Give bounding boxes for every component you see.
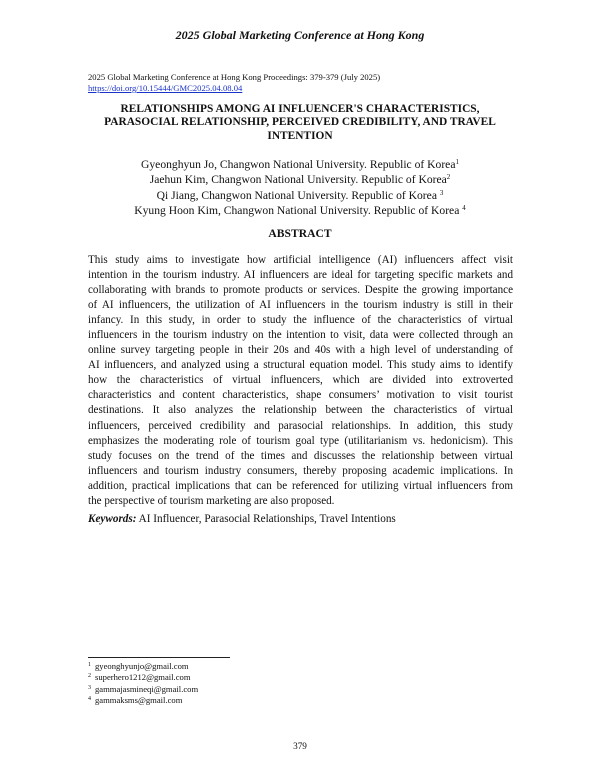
keywords-label: Keywords: [88, 513, 137, 525]
author-name: Qi Jiang, Changwon National University. Republic of Korea [156, 188, 440, 202]
footnote-mark: 1 [88, 662, 91, 668]
doi-link[interactable]: https://doi.org/10.15444/GMC2025.04.08.04 [88, 83, 243, 93]
footnote-mark: 3 [439, 188, 444, 197]
footnote [88, 672, 198, 683]
keywords [88, 513, 396, 525]
abstract-line: infancy. In this study, in order to study the influence of the characteristics of virtual [88, 314, 513, 327]
footnote-mark: 4 [88, 696, 91, 703]
footnote-mark: 3 [88, 684, 91, 691]
paper-title [60, 103, 540, 143]
abstract-line: addition, practical implications that can be referenced for utilizing virtual influencers from [88, 479, 513, 492]
footnote [88, 695, 198, 706]
abstract-line: AI influencers, and analyzed using a structural equation model. This study aims to identify [88, 359, 513, 372]
abstract-line: This study aims to investigate how artificial intelligence (AI) influencers affect visit [88, 254, 513, 266]
keywords-text: AI Influencer, Parasocial Relationships, Travel Intentions [136, 513, 396, 525]
abstract-line: the perspective of tourism marketing are also proposed. [88, 494, 335, 507]
footnote [88, 684, 198, 695]
author-line [60, 188, 540, 203]
abstract-line: influencers in the tourism industry on the intention to visit, data were collected through an [88, 329, 513, 342]
author-name: Kyung Hoon Kim, Changwon National University. Republic of Korea [134, 203, 463, 217]
footnote-mark: 1 [455, 158, 459, 166]
abstract-line: of AI influencers, the utilization of AI influencers in the tourism industry is still in their [88, 299, 513, 312]
author-name: Jaehun Kim, Changwon National University. Republic of Korea [149, 173, 447, 187]
abstract-line: emphasizes the moderating role of tourism goal type (utilitarianism vs. hedonicism). This [88, 434, 513, 447]
title-line: RELATIONSHIPS AMONG AI INFLUENCER'S CHARACTERISTICS, [120, 103, 480, 115]
abstract-line: destinations. It also analyzes the relationship between the characteristics of virtual [88, 404, 513, 417]
abstract-line: intention in the tourism industry. AI influencers are ideal for targeting specific markets and [88, 269, 513, 282]
abstract-line: characteristics and content characteristics, shape consumers’ motivation to visit tourist [88, 389, 513, 402]
footnote-email: gammajasmineqi@gmail.com [95, 683, 199, 694]
title-line: INTENTION [267, 129, 333, 142]
footnote-email: superhero1212@gmail.com [95, 672, 191, 683]
running-head: 2025 Global Marketing Conference at Hong Kong [175, 28, 425, 42]
author-line [60, 203, 540, 218]
footnote [88, 661, 198, 672]
abstract-heading: ABSTRACT [268, 227, 332, 240]
footnote-email: gammaksms@gmail.com [95, 695, 183, 706]
author-line [60, 172, 540, 187]
page-number: 379 [293, 741, 307, 751]
abstract-line: how the characteristics of virtual influencers, which are divided into extroverted [88, 374, 513, 387]
author-list [60, 157, 540, 218]
proceedings-info [88, 72, 380, 94]
footnote-mark: 2 [88, 673, 91, 680]
abstract-line: online survey targeting people in their 20s and 40s with a high level of understanding of [88, 344, 513, 357]
footnote-divider [88, 657, 230, 658]
title-line: PARASOCIAL RELATIONSHIP, PERCEIVED CREDIBILITY, AND TRAVEL [104, 116, 496, 129]
abstract-line: collaborating with brands to promote products or services. Despite the growing importance [88, 284, 513, 297]
author-line [60, 157, 540, 172]
footnote-mark: 4 [462, 203, 466, 212]
abstract-body [88, 253, 513, 509]
footnote-email: gyeonghyunjo@gmail.com [95, 661, 189, 671]
proceedings-citation: 2025 Global Marketing Conference at Hong Kong Proceedings: 379-379 (July 2025) [88, 72, 381, 82]
footnotes [88, 661, 198, 707]
abstract-line: study focuses on the trend of the times and discusses the relationship between virtual [88, 449, 513, 462]
author-name: Gyeonghyun Jo, Changwon National University. Republic of Korea [141, 158, 456, 171]
abstract-line: influencers and tourism industry consumers, thereby proposing academic implications. In [88, 464, 513, 477]
footnote-mark: 2 [446, 173, 451, 182]
abstract-line: influencers, perceived credibility and parasocial relationships. In addition, this study [88, 419, 513, 432]
